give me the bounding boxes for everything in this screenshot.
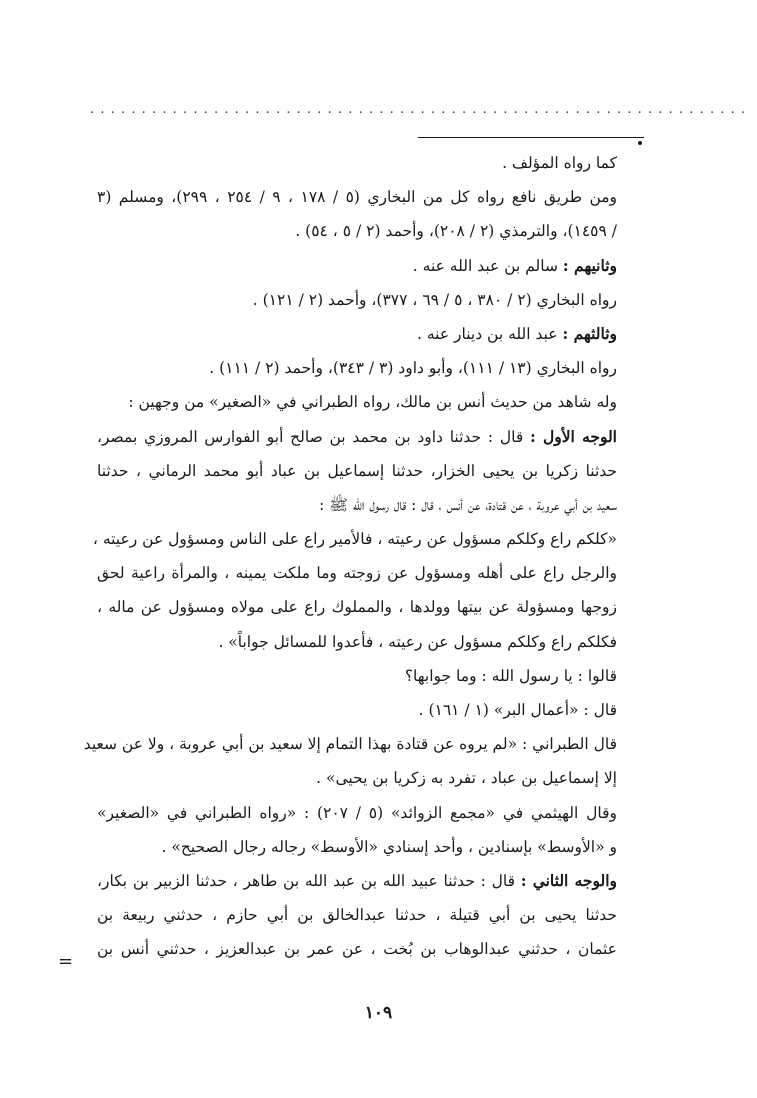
line-text: عثمان ، حدثني عبدالوهاب بن بُخت ، عن عمر بن عبدالعزيز ، حدثني أنس بن <box>97 940 617 959</box>
line-text: / ١٤٥٩)، والترمذي (٢ / ٢٠٨)، وأحمد (٢ / ٥ ، ٥٤) . <box>295 222 617 241</box>
line-text: ومن طريق نافع رواه كل من البخاري (٥ / ١٧٨ ، ٩ / ٢٥٤ ، ٢٩٩)، ومسلم (٣ <box>97 188 618 207</box>
text-line <box>97 488 617 522</box>
line-text: وله شاهد من حديث أنس بن مالك، رواه الطبراني في «الصغير» من وجهين : <box>128 393 617 412</box>
text-line <box>97 180 617 214</box>
line-lead-bold: والوجه الثاني : <box>520 870 617 890</box>
line-text: فكلكم راع وكلكم مسؤول عن رعيته ، فأعدوا للمسائل جواباً» . <box>218 632 617 651</box>
line-text: إلا إسماعيل بن عباد ، تفرد به زكريا بن يحيى» . <box>316 769 617 788</box>
separator-dot <box>638 141 642 145</box>
line-text: و «الأوسط» بإسنادين ، وأحد إسنادي «الأوسط» رجاله رجال الصحيح» . <box>161 837 617 856</box>
line-text: قال : حدثنا داود بن محمد بن صالح أبو الفوارس المروزي بمصر، <box>97 427 531 446</box>
line-text: رواه البخاري (٢ / ٣٨٠ ، ٥ / ٦٩ ، ٣٧٧)، وأحمد (٢ / ١٢١) . <box>252 290 617 309</box>
line-text: حدثنا زكريا بن يحيى الخزار، حدثنا إسماعيل بن عباد أبو محمد الرماني ، حدثنا <box>97 461 617 480</box>
text-line <box>97 317 617 351</box>
text-line <box>97 693 617 727</box>
line-lead-bold: وثالثهم : <box>562 323 617 343</box>
text-line <box>97 932 617 966</box>
text-line <box>83 727 617 761</box>
text-line <box>97 351 617 385</box>
text-line <box>97 761 617 795</box>
text-line <box>97 214 617 248</box>
text-line <box>97 385 617 419</box>
text-line <box>97 898 617 932</box>
line-text: رواه البخاري (١٣ / ١١١)، وأبو داود (٣ / ٣٤٣)، وأحمد (٢ / ١١١) . <box>209 359 617 378</box>
line-text: قال الطبراني : «لم يروه عن قتادة بهذا التمام إلا سعيد بن أبي عروبة ، ولا عن سعيد <box>83 735 617 754</box>
text-line <box>97 625 617 659</box>
line-text: كما رواه المؤلف . <box>502 154 617 172</box>
line-text: سعيد بن أبي عروبة ، عن قتادة، عن أنس ، قال : قال رسول الله ﷺ : <box>319 495 617 514</box>
text-line <box>97 146 617 180</box>
text-line <box>97 796 617 830</box>
text-line <box>97 249 617 283</box>
text-line <box>97 830 617 864</box>
text-line <box>97 556 617 590</box>
line-text: «كلكم راع وكلكم مسؤول عن رعيته ، فالأمير راع على الناس ومسؤول عن رعيته ، <box>92 530 617 549</box>
line-lead-bold: وثانيهم : <box>562 255 617 275</box>
line-text: وقال الهيثمي في «مجمع الزوائد» (٥ / ٢٠٧) : «رواه الطبراني في «الصغير» <box>97 803 617 822</box>
line-text: عبد الله بن دينار عنه . <box>417 324 563 343</box>
text-line <box>97 454 617 488</box>
continuation-mark: = <box>58 951 74 972</box>
header-dotted-line: ................................................................ <box>90 102 752 117</box>
line-text: قال : «أعمال البر» (١ / ١٦١) . <box>418 701 617 719</box>
page-number: ١٠٩ <box>364 1003 393 1023</box>
text-line <box>97 590 617 624</box>
text-line <box>97 283 617 317</box>
footnote-text-block <box>83 146 618 967</box>
text-line <box>97 864 617 898</box>
line-text: زوجها ومسؤولة عن بيتها وولدها ، والمملوك راع على مولاه ومسؤول عن ماله ، <box>97 598 617 617</box>
line-lead-bold: الوجه الأول : <box>530 426 617 446</box>
text-line <box>92 522 617 556</box>
text-line <box>97 659 617 693</box>
line-text: والرجل راع على أهله ومسؤول عن زوجته وما ملكت يمينه ، والمرأة راعية لحق <box>97 564 617 583</box>
line-text: حدثنا يحيى بن أبي قتيلة ، حدثنا عبدالخالق بن أبي حازم ، حدثني ربيعة بن <box>97 906 617 925</box>
text-line <box>97 420 617 454</box>
footnote-separator <box>418 137 644 138</box>
line-text: قالوا : يا رسول الله : وما جوابها؟ <box>404 666 617 685</box>
line-text: قال : حدثنا عبيد الله بن عبد الله بن طاهر ، حدثنا الزبير بن بكار، <box>97 871 521 890</box>
line-text: سالم بن عبد الله عنه . <box>412 256 563 275</box>
